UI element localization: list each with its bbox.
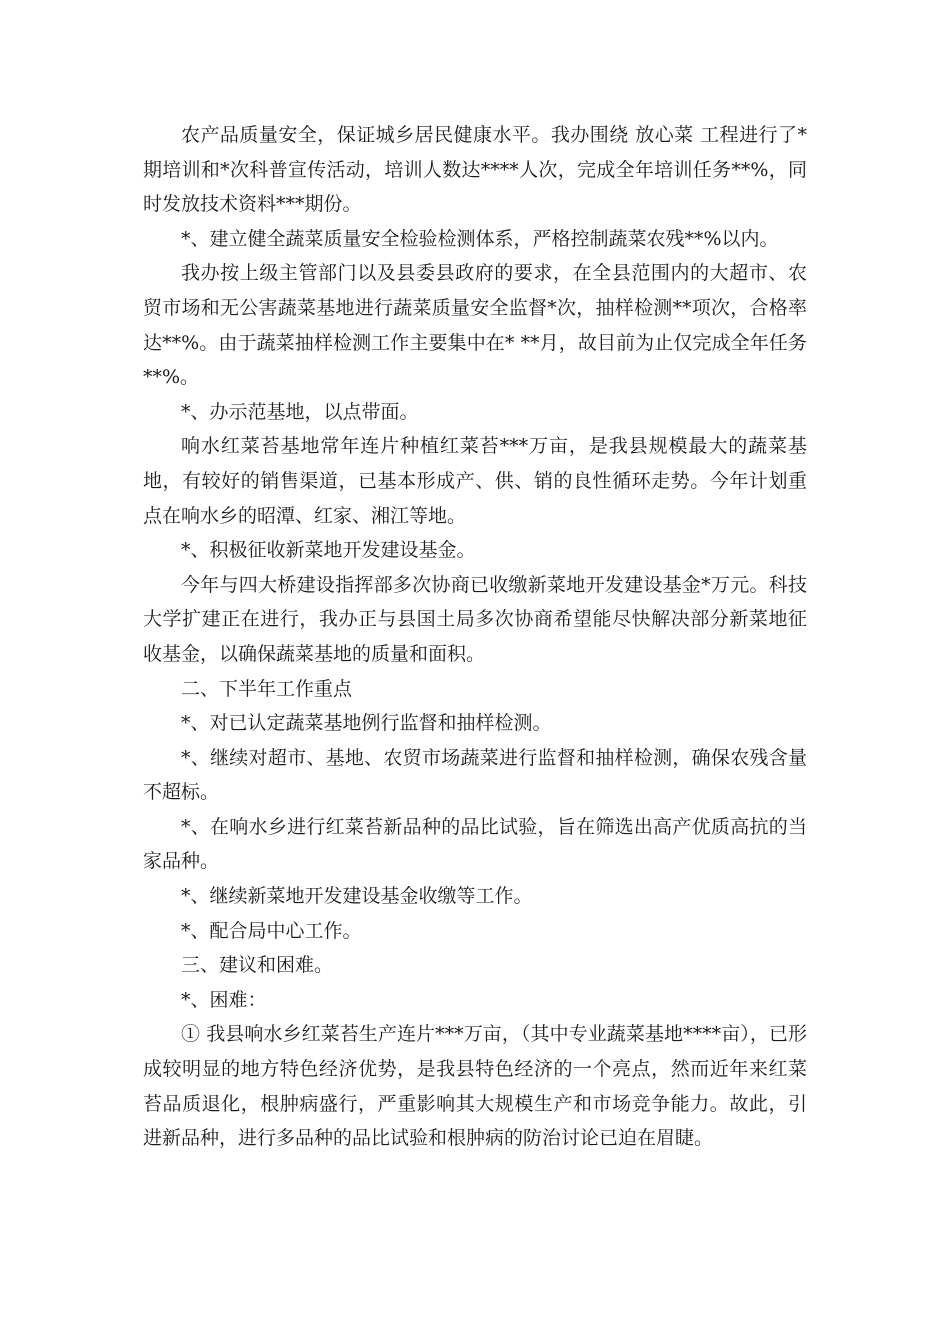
document-body xyxy=(143,118,807,1156)
paragraph-10: *、继续对超市、基地、农贸市场蔬菜进行监督和抽样检测，确保农残含量不超标。 xyxy=(143,746,807,804)
paragraph-15: *、困难： xyxy=(181,988,267,1011)
paragraph-11: *、在响水乡进行红菜苔新品种的品比试验，旨在筛选出高产优质高抗的当家品种。 xyxy=(143,815,807,873)
section-heading-2: 二、下半年工作重点 xyxy=(181,677,353,700)
paragraph-12: *、继续新菜地开发建设基金收缴等工作。 xyxy=(181,885,533,908)
paragraph-5: 响水红菜苔基地常年连片种植红菜苔***万亩，是我县规模最大的蔬菜基地，有较好的销售渠道，已基本形成产、供、销的良性循环走势。今年计划重点在响水乡的昭潭、红家、湘江等地。 xyxy=(143,435,807,527)
paragraph-16: ① 我县响水乡红菜苔生产连片***万亩，（其中专业蔬菜基地****亩），已形成较明显的地方特色经济优势，是我县特色经济的一个亮点，然而近年来红菜苔品质退化，根肿病盛行，严重影响其大规模生产和市场竞争能力。故此，引进新品种，进行多品种的品比试验和根肿病的防治讨论已迫在眉睫。 xyxy=(143,1023,807,1150)
paragraph-4: *、办示范基地，以点带面。 xyxy=(181,400,419,423)
paragraph-7: 今年与四大桥建设指挥部多次协商已收缴新菜地开发建设基金*万元。科技大学扩建正在进行，我办正与县国土局多次协商希望能尽快解决部分新菜地征收基金，以确保蔬菜基地的质量和面积。 xyxy=(143,573,807,665)
section-heading-3: 三、建议和困难。 xyxy=(181,954,334,977)
paragraph-1: 农产品质量安全，保证城乡居民健康水平。我办围绕 放心菜 工程进行了*期培训和*次科普宣传活动，培训人数达****人次，完成全年培训任务**%，同时发放技术资料***期份。 xyxy=(143,124,807,216)
paragraph-3: 我办按上级主管部门以及县委县政府的要求，在全县范围内的大超市、农贸市场和无公害蔬菜基地进行蔬菜质量安全监督*次，抽样检测**项次，合格率达**%。由于蔬菜抽样检测工作主要集中在* **月，故目前为止仅完成全年任务**%。 xyxy=(143,262,807,389)
paragraph-13: *、配合局中心工作。 xyxy=(181,919,362,942)
paragraph-6: *、积极征收新菜地开发建设基金。 xyxy=(181,539,476,562)
paragraph-9: *、对已认定蔬菜基地例行监督和抽样检测。 xyxy=(181,712,552,735)
paragraph-2: *、建立健全蔬菜质量安全检验检测体系，严格控制蔬菜农残**%以内。 xyxy=(181,227,779,250)
